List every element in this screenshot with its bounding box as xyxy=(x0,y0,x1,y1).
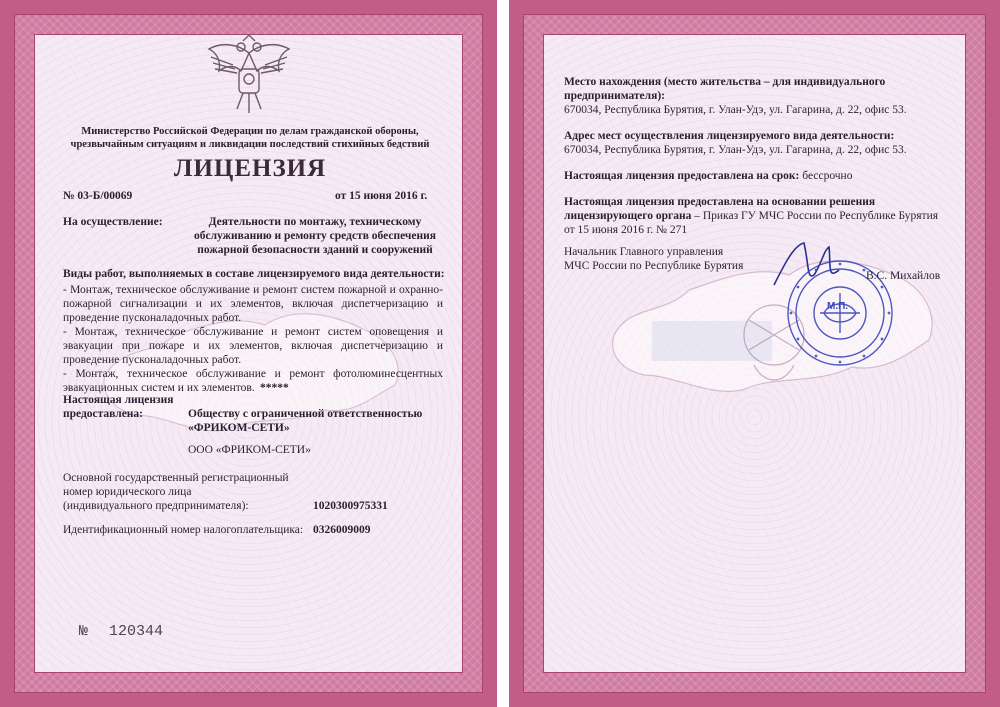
stars-separator: ***** xyxy=(260,382,289,394)
ogrn-label-line-2: номер юридического лица xyxy=(63,486,192,498)
form-number xyxy=(79,623,163,640)
purpose-line-1: Деятельности по монтажу, техническому xyxy=(208,216,422,228)
form-number-sign: № xyxy=(79,623,89,640)
granted-label-line-2: предоставлена: xyxy=(63,408,144,420)
inn-label: Идентификационный номер налогоплательщика: xyxy=(63,524,304,536)
works-heading: Виды работ, выполняемых в составе лицензируемого вида деятельности: xyxy=(63,268,445,280)
ministry-name xyxy=(55,125,445,151)
license-front-page xyxy=(0,0,497,707)
term-value: бессрочно xyxy=(802,170,853,182)
purpose-line-2: обслуживанию и ремонту средств обеспечения xyxy=(194,230,436,242)
signer-title-line-2: МЧС России по Республике Бурятия xyxy=(564,260,744,272)
basis-line-1: Настоящая лицензия предоставлена на основании решения xyxy=(564,196,876,208)
works-list xyxy=(63,283,443,395)
term-label: Настоящая лицензия предоставлена на срок: xyxy=(564,170,800,182)
granted-label-line-1: Настоящая лицензия xyxy=(63,394,174,406)
coat-of-arms-emblem xyxy=(203,35,295,115)
basis-line-2-bold: лицензирующего органа xyxy=(564,210,692,222)
licensee-short-name: ООО «ФРИКОМ-СЕТИ» xyxy=(188,444,311,456)
seal-label: М.П. xyxy=(827,301,849,312)
location-label-line-1: Место нахождения (место жительства – для индивидуального xyxy=(564,76,886,88)
license-date: от 15 июня 2016 г. xyxy=(335,190,428,202)
ogrn-label xyxy=(63,471,289,513)
works-item: - Монтаж, техническое обслуживание и ремонт фотолюминесцентных эвакуационных систем и их элементов. xyxy=(63,368,443,394)
purpose-line-3: пожарной безопасности зданий и сооружений xyxy=(197,244,433,256)
ogrn-label-line-3: (индивидуального предпринимателя): xyxy=(63,500,249,512)
ministry-line-2: чрезвычайным ситуациям и ликвидации последствий стихийных бедствий xyxy=(70,139,430,150)
form-number-value: 120344 xyxy=(109,623,164,640)
license-front-paper xyxy=(34,34,463,673)
works-item: - Монтаж, техническое обслуживание и ремонт систем оповещения и эвакуации при пожаре и их элементов, включая диспетчеризацию и проведение пусконаладочных работ. xyxy=(63,326,443,366)
granted-label xyxy=(63,393,174,421)
license-back-page xyxy=(509,0,1000,707)
works-item: - Монтаж, техническое обслуживание и ремонт систем пожарной и охранно-пожарной сигнализации и их элементов, включая диспетчеризацию и проведение пусконаладочных работ. xyxy=(63,284,443,324)
location-value: 670034, Республика Бурятия, г. Улан-Удэ, ул. Гагарина, д. 22, офис 53. xyxy=(564,104,907,116)
ogrn-value: 1020300975331 xyxy=(313,500,388,512)
basis-date: от 15 июня 2016 г. № 271 xyxy=(564,224,688,236)
activity-address-label: Адрес мест осуществления лицензируемого вида деятельности: xyxy=(564,130,895,142)
signer-title xyxy=(564,245,743,273)
location-label-line-2: предпринимателя): xyxy=(564,90,665,102)
license-back-paper xyxy=(543,34,966,673)
signer-title-line-1: Начальник Главного управления xyxy=(564,246,724,258)
purpose-text xyxy=(185,215,445,257)
basis-line-2-rest: – Приказ ГУ МЧС России по Республике Бурятия xyxy=(691,210,939,222)
purpose-label: На осуществление: xyxy=(63,216,163,228)
license-title: ЛИЦЕНЗИЯ xyxy=(173,155,327,182)
inn-value: 0326009009 xyxy=(313,524,371,536)
license-number: № 03-Б/00069 xyxy=(63,190,133,202)
ogrn-label-line-1: Основной государственный регистрационный xyxy=(63,472,289,484)
ministry-line-1: Министерство Российской Федерации по делам гражданской обороны, xyxy=(81,126,419,137)
location-label xyxy=(564,75,885,103)
term-line xyxy=(564,169,852,183)
activity-address-value: 670034, Республика Бурятия, г. Улан-Удэ, ул. Гагарина, д. 22, офис 53. xyxy=(564,144,907,156)
signer-name: В.С. Михайлов xyxy=(866,270,941,282)
licensee-line-2: «ФРИКОМ-СЕТИ» xyxy=(188,422,290,434)
licensee-full-name xyxy=(188,407,422,435)
licensee-line-1: Обществу с ограниченной ответственностью xyxy=(188,408,423,420)
